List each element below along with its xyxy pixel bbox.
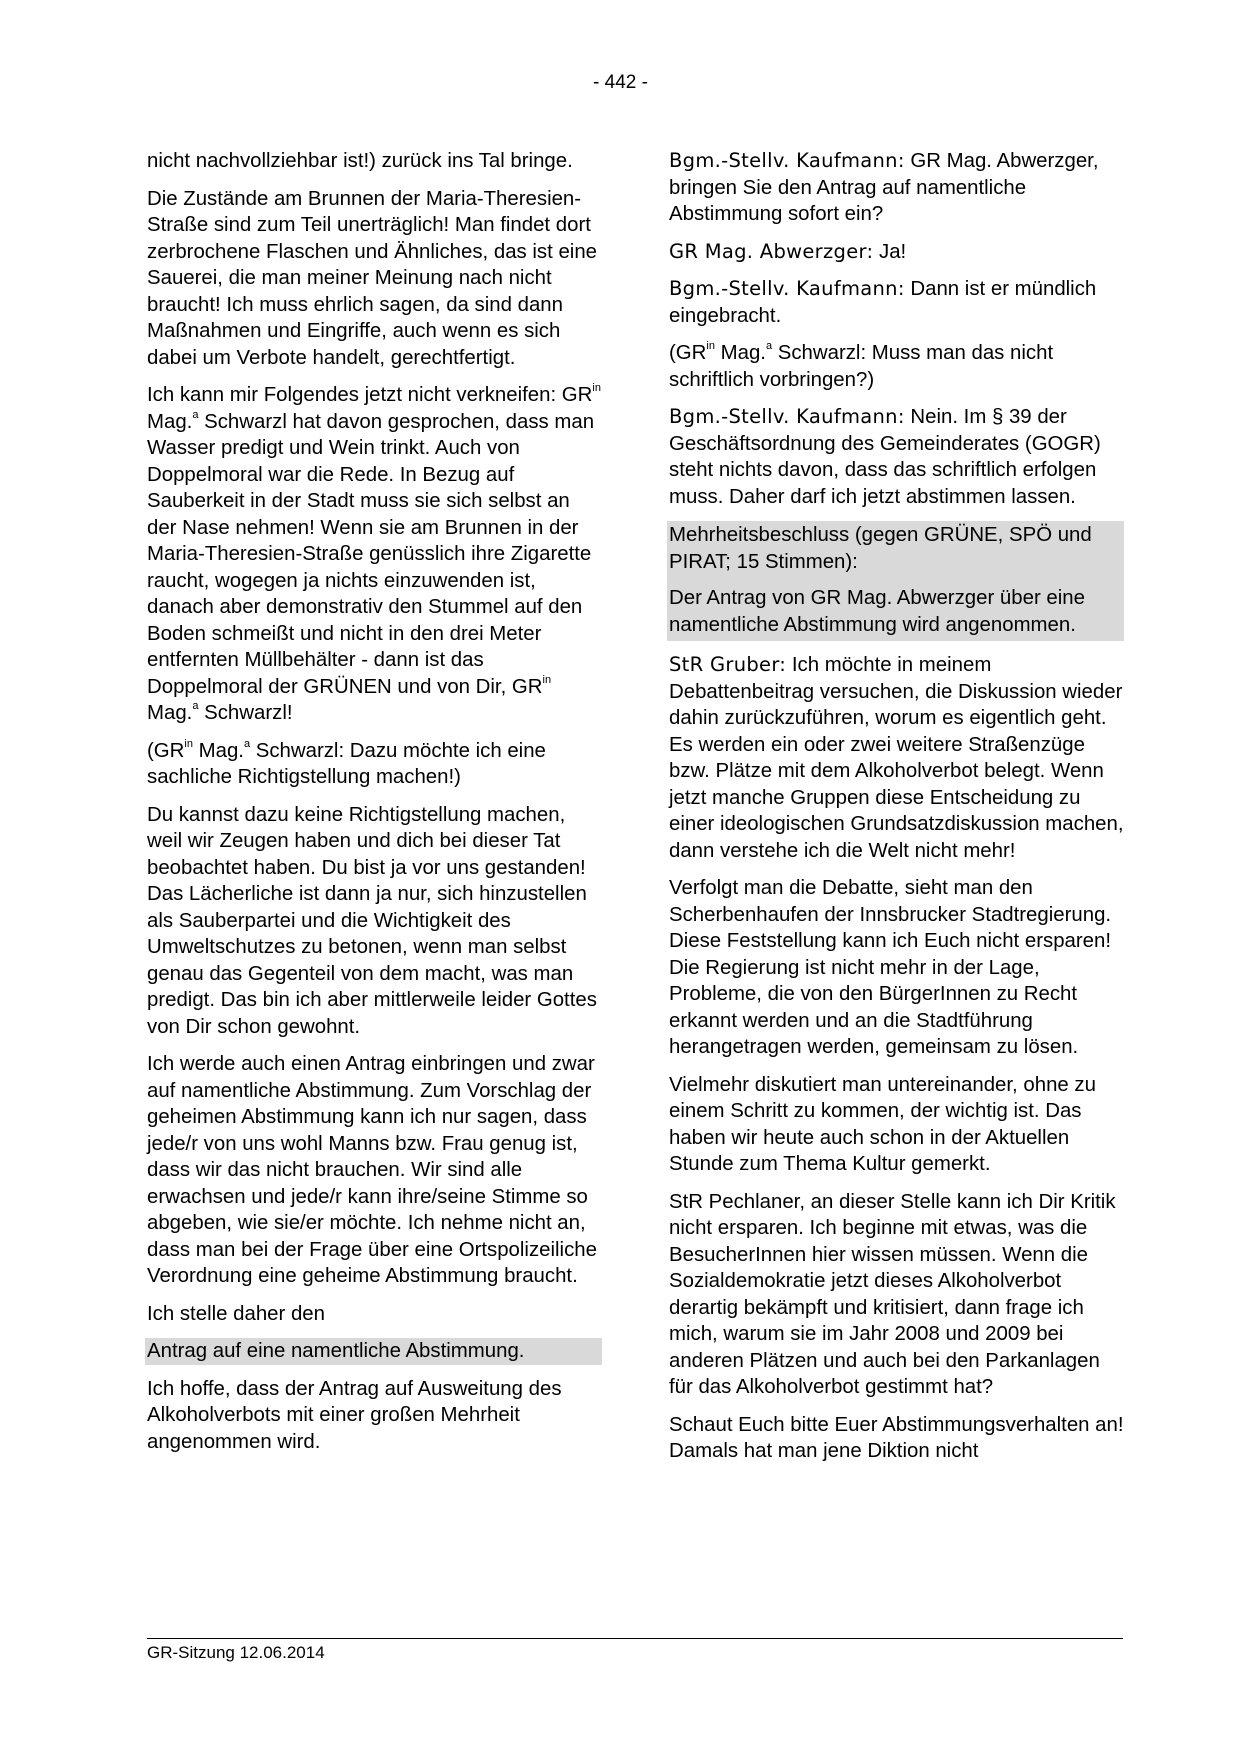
superscript: a xyxy=(192,700,199,713)
left-paragraph-2: Die Zustände am Brunnen der Maria-Theresien-Straße sind zum Teil unerträglich! Man findet dort zerbrochene Flaschen und Ähnliches, das ist eine Sauerei, die man meiner Meinung nach nicht braucht! Ich muss ehrlich sagen, da sind dann Maßnahmen und Eingriffe, auch wenn es sich dabei um Verbote handelt, gerechtfertigt. xyxy=(147,187,597,369)
left-column xyxy=(147,148,602,1466)
speaker-name: StR Gruber: xyxy=(669,653,787,676)
superscript: in xyxy=(592,382,601,395)
text-run: Ich kann mir Folgendes jetzt nicht verkneifen: GR xyxy=(147,384,593,406)
text-run: Mag. xyxy=(714,342,766,364)
text-run: (GR xyxy=(147,739,185,762)
footer-session-date: GR-Sitzung 12.06.2014 xyxy=(147,1643,325,1662)
speaker-name: Bgm.-Stellv. Kaufmann: xyxy=(669,149,905,172)
left-paragraph-6: Ich werde auch einen Antrag einbringen und zwar auf namentliche Abstimmung. Zum Vorschlag der geheimen Abstimmung kann ich nur sagen, dass jede/r von uns wohl Manns bzw. Frau genug ist, dass wir das nicht brauchen. Wir sind alle erwachsen und jede/r kann ihre/seine Stimme so abgeben, wie sie/er möchte. Ich nehme nicht an, dass man bei der Frage über eine Ortspolizeiliche Verordnung eine geheime Abstimmung braucht. xyxy=(147,1053,597,1287)
speaker-name: Bgm.-Stellv. Kaufmann: xyxy=(669,405,905,428)
right-paragraph-9: Verfolgt man die Debatte, sieht man den Scherbenhaufen der Innsbrucker Stadtregierung. Diese Feststellung kann ich Euch nicht ersparen! Die Regierung ist nicht mehr in der Lage, Probleme, die von den BürgerInnen zu Recht erkannt werden und an die Stadtführung herangetragen werden, gemeinsam zu lösen. xyxy=(669,877,1112,1058)
text-run: GR Mag. Abwerzger, bringen Sie den Antrag auf namentliche Abstimmung sofort ein? xyxy=(669,150,1099,225)
motion-heading: Antrag auf eine namentliche Abstimmung. xyxy=(145,1338,602,1365)
right-paragraph-8 xyxy=(669,652,1124,864)
text-run: Ich möchte in meinem Debattenbeitrag versuchen, die Diskussion wieder dahin zurückzuführen, worum es eigentlich geht. Es werden ein oder zwei weitere Straßenzüge bzw. Plätze mit dem Alkoholverbot belegt. Wenn jetzt manche Gruppen diese Entscheidung zu einer ideologischen Grundsatzdiskussion machen, dann verstehe ich die Welt nicht mehr! xyxy=(669,654,1124,862)
left-paragraph-1: nicht nachvollziehbar ist!) zurück ins Tal bringe. xyxy=(147,150,573,172)
left-paragraph-9: Ich hoffe, dass der Antrag auf Ausweitung des Alkoholverbots mit einer großen Mehrheit angenommen wird. xyxy=(147,1377,562,1453)
right-paragraph-12: Schaut Euch bitte Euer Abstimmungsverhalten an! Damals hat man jene Diktion nicht xyxy=(669,1413,1124,1462)
text-run: Schwarzl: Dazu möchte ich eine sachliche Richtigstellung machen!) xyxy=(147,739,546,788)
superscript: in xyxy=(184,737,193,750)
speaker-name: Bgm.-Stellv. Kaufmann: xyxy=(669,277,905,300)
text-run: Schwarzl hat davon gesprochen, dass man Wasser predigt und Wein trinkt. Auch von Doppelmoral war die Rede. In Bezug auf Sauberkeit in der Stadt muss sie sich selbst an der Nase nehmen! Wenn sie am Brunnen in der Maria-Theresien-Straße genüsslich ihre Zigarette raucht, wogegen ja nichts einzuwenden ist, danach aber demonstrativ den Stummel auf den Boden schmeißt und nicht in den drei Meter entfernten Müllbehälter - dann ist das Doppelmoral der GRÜNEN und von Dir, GR xyxy=(147,410,595,698)
text-run: Schwarzl: Muss man das nicht schriftlich vorbringen?) xyxy=(669,342,1054,391)
text-run: Mag. xyxy=(192,739,244,762)
text-run: Ja! xyxy=(873,240,907,263)
right-paragraph-5 xyxy=(669,404,1124,510)
superscript: in xyxy=(542,673,552,686)
superscript: a xyxy=(192,408,199,421)
resolution-heading: Mehrheitsbeschluss (gegen GRÜNE, SPÖ und PIRAT; 15 Stimmen): xyxy=(669,524,1092,573)
text-run: Schwarzl! xyxy=(198,702,293,724)
superscript: a xyxy=(765,340,773,353)
resolution-text: Der Antrag von GR Mag. Abwerzger über eine namentliche Abstimmung wird angenommen. xyxy=(669,587,1085,636)
speaker-name: GR Mag. Abwerzger: xyxy=(669,239,874,263)
left-paragraph-4 xyxy=(147,738,602,791)
right-paragraph-2 xyxy=(669,239,1124,266)
text-run: Dann ist er mündlich eingebracht. xyxy=(669,278,1097,327)
right-column xyxy=(669,148,1124,1476)
resolution-block xyxy=(667,521,1124,641)
left-paragraph-7: Ich stelle daher den xyxy=(147,1302,325,1325)
text-run: Mag. xyxy=(147,410,193,433)
superscript: a xyxy=(243,737,251,750)
left-paragraph-3 xyxy=(147,382,602,727)
right-paragraph-4 xyxy=(669,340,1124,393)
right-paragraph-11: StR Pechlaner, an dieser Stelle kann ich Dir Kritik nicht ersparen. Ich beginne mit etwas, was die BesucherInnen hier wissen müssen. Wenn die Sozialdemokratie jetzt dieses Alkoholverbot derartig bekämpft und kritisiert, dann frage ich mich, warum sie im Jahr 2008 und 2009 bei anderen Plätzen und auch bei den Parkanlagen für das Alkoholverbot gestimmt hat? xyxy=(669,1190,1116,1398)
left-paragraph-5: Du kannst dazu keine Richtigstellung machen, weil wir Zeugen haben und dich bei dieser Tat beobachtet haben. Du bist ja vor uns gestanden! Das Lächerliche ist dann ja nur, sich hinzustellen als Sauberpartei und die Wichtigkeit des Umweltschutzes zu betonen, wenn man selbst genau das Gegenteil von dem macht, was man predigt. Das bin ich aber mittlerweile leider Gottes von Dir schon gewohnt. xyxy=(147,803,597,1038)
right-paragraph-3 xyxy=(669,276,1124,329)
superscript: in xyxy=(706,340,715,353)
right-paragraph-10: Vielmehr diskutiert man untereinander, ohne zu einem Schritt zu kommen, der wichtig ist. Das haben wir heute auch schon in der Aktuellen Stunde zum Thema Kultur gemerkt. xyxy=(669,1073,1096,1175)
page-number: - 442 - xyxy=(593,72,648,93)
text-run: Mag. xyxy=(147,702,193,724)
right-paragraph-1 xyxy=(669,148,1124,228)
text-run: (GR xyxy=(669,342,707,364)
footer-divider xyxy=(147,1638,1123,1639)
text-run: Nein. Im § 39 der Geschäftsordnung des Gemeinderates (GOGR) steht nichts davon, dass das schriftlich erfolgen muss. Daher darf ich jetzt abstimmen lassen. xyxy=(669,406,1101,508)
